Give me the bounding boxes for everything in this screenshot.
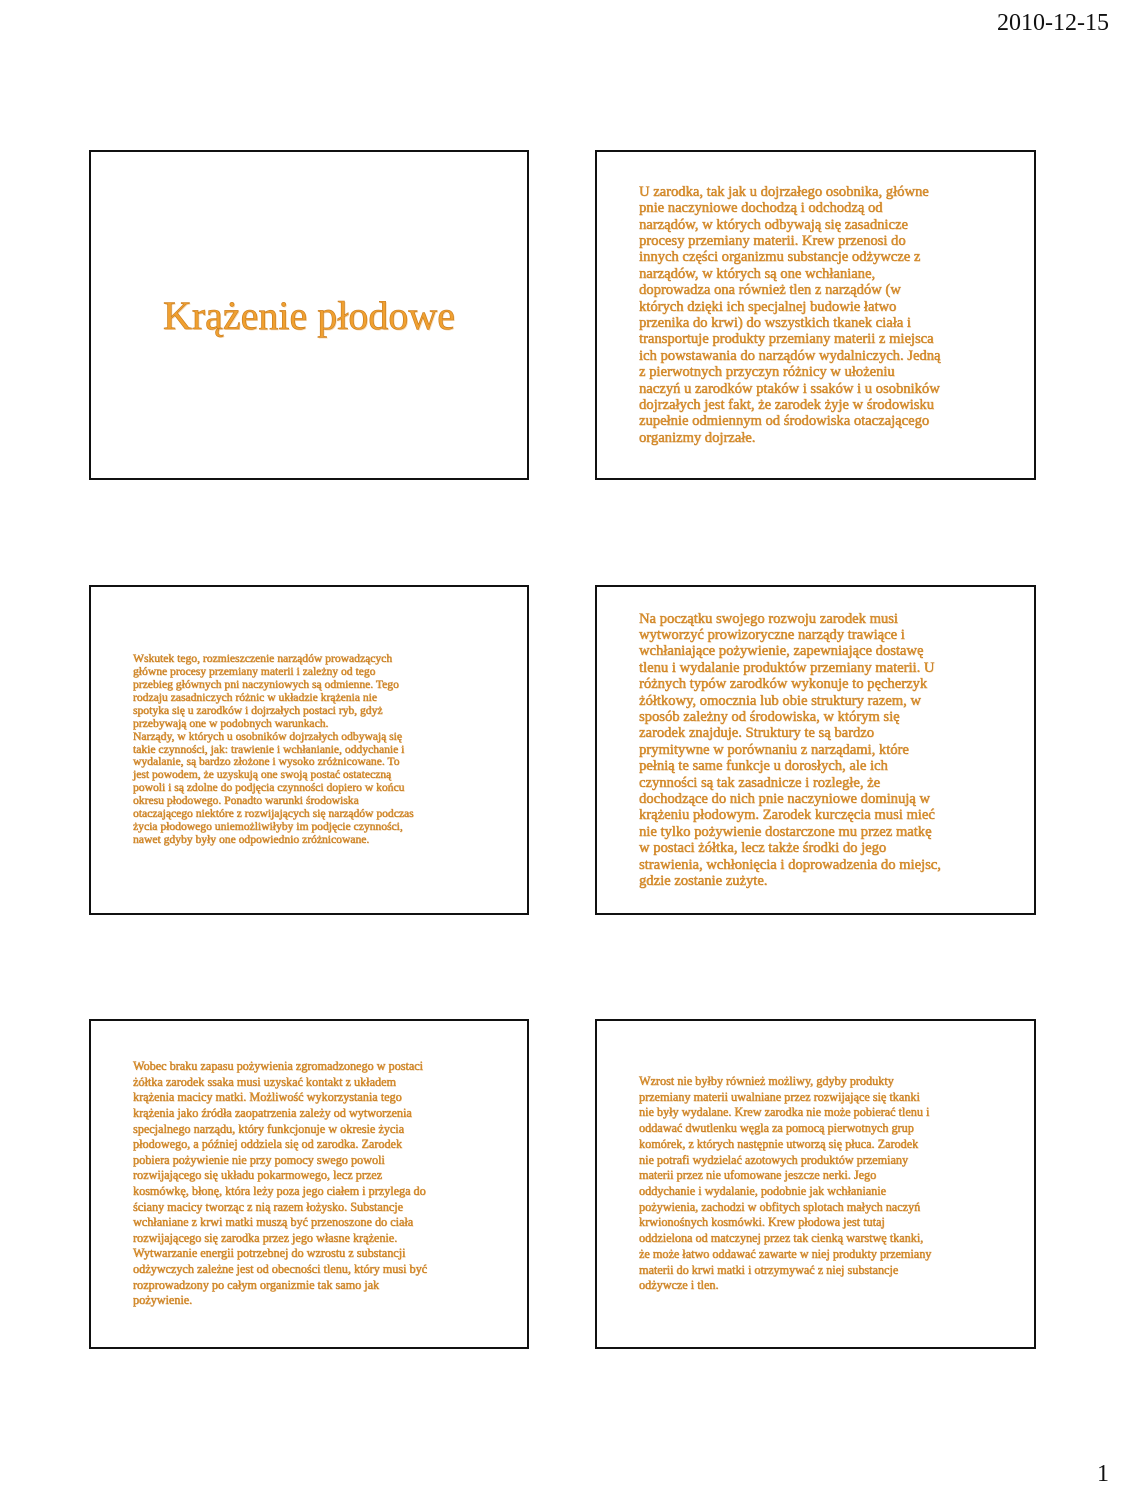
slide-4 [595,585,1036,915]
slide-5 [89,1019,529,1349]
slide-title [89,150,529,480]
slide-5-text: Wobec braku zapasu pożywienia zgromadzonego w postaci żółtka zarodek ssaka musi uzyskać kontakt z układem krążenia macicy matki. Możliwość wykorzystania tego krążenia jako źródła zaopatrzenia zależy od wytworzenia specjalnego narządu, który funkcjonuje w okresie życia płodowego, a później oddziela się od zarodka. Zarodek pobiera pożywienie nie przy pomocy swego powoli rozwijającego się układu pokarmowego, lecz przez kosmówkę, błonę, która leży poza jego ciałem i przylega do ściany macicy tworząc z nią razem łożysko. Substancje wchłaniane z krwi matki muszą być przenoszone do ciała rozwijającego się zarodka przez jego własne krążenie. Wytwarzanie energii potrzebnej do wzrostu z substancji odżywczych zależne jest od obecności tlenu, który musi być rozprowadzony po całym organizmie tak samo jak pożywienie. [133,1059,428,1308]
slide-2 [595,150,1036,480]
slide-3 [89,585,529,915]
page-date: 2010-12-15 [997,10,1109,36]
slide-title-text: Krążenie płodowe [162,292,456,338]
slide-2-text: U zarodka, tak jak u dojrzałego osobnika, główne pnie naczyniowe dochodzą i odchodzą od narządów, w których odbywają się zasadnicze procesy przemiany materii. Krew przenosi do innych części organizmu substancje odżywcze z narządów, w których są one wchłaniane, doprowadza ona również tlen z narządów (w których dzięki ich specjalnej budowie łatwo przenika do krwi) do wszystkich tkanek ciała i transportuje produkty przemiany materii z miejsca ich powstawania do narządów wydalniczych. Jedną z pierwotnych przyczyn różnicy w ułożeniu naczyń u zarodków ptaków i ssaków i u osobników dojrzałych jest fakt, że zarodek żyje w środowisku zupełnie odmiennym od środowiska otaczającego organizmy dojrzałe. [639,183,941,446]
slide-3-text: Wskutek tego, rozmieszczenie narządów prowadzących główne procesy przemiany materii i zależny od tego przebieg głównych pni naczyniowych są odmienne. Tego rodzaju zasadniczych różnic w układzie krążenia nie spotyka się u zarodków i dojrzałych postaci ryb, gdyż przebywają one w podobnych warunkach. Narządy, w których u osobników dojrzałych odbywają się takie czynności, jak: trawienie i wchłanianie, oddychanie i wydalanie, są bardzo złożone i wysoko zróżnicowane. To jest powodem, że uzyskują one swoją postać ostateczną powoli i są zdolne do podjęcia czynności dopiero w końcu okresu płodowego. Ponadto warunki środowiska otaczającego niektóre z rozwijających się narządów podczas życia płodowego uniemożliwiłyby im podjęcie czynności, nawet gdyby były one odpowiednio zróżnicowane. [133,652,414,846]
slide-4-text: Na początku swojego rozwoju zarodek musi wytworzyć prowizoryczne narządy trawiące i wchłaniające pożywienie, zapewniające dostawę tlenu i wydalanie produktów przemiany materii. U różnych typów zarodków wykonuje to pęcherzyk żółtkowy, omocznia lub obie struktury razem, w sposób zależny od środowiska, w którym się zarodek znajduje. Struktury te są bardzo prymitywne w porównaniu z narządami, które pełnią te same funkcje u dorosłych, ale ich czynności są tak zasadnicze i rozległe, że dochodzące do nich pnie naczyniowe dominują w krążeniu płodowym. Zarodek kurczęcia musi mieć nie tylko pożywienie dostarczone mu przez matkę w postaci żółtka, lecz także środki do jego strawienia, wchłonięcia i doprowadzenia do miejsc, gdzie zostanie zużyte. [639,610,941,890]
slide-6 [595,1019,1036,1349]
page-number: 1 [1097,1461,1109,1487]
slide-6-text: Wzrost nie byłby również możliwy, gdyby produkty przemiany materii uwalniane przez rozwijające się tkanki nie były wydalane. Krew zarodka nie może pobierać tlenu i oddawać dwutlenku węgla za pomocą pierwotnych grup komórek, z których następnie utworzą się płuca. Zarodek nie potrafi wydzielać azotowych produktów przemiany materii przez nie ufomowane jeszcze nerki. Jego oddychanie i wydalanie, podobnie jak wchłanianie pożywienia, zachodzi w obfitych splotach małych naczyń krwionośnych kosmówki. Krew płodowa jest tutaj oddzielona od matczynej przez tak cienką warstwę tkanki, że może łatwo oddawać zawarte w niej produkty przemiany materii do krwi matki i otrzymywać z niej substancje odżywcze i tlen. [639,1074,932,1293]
